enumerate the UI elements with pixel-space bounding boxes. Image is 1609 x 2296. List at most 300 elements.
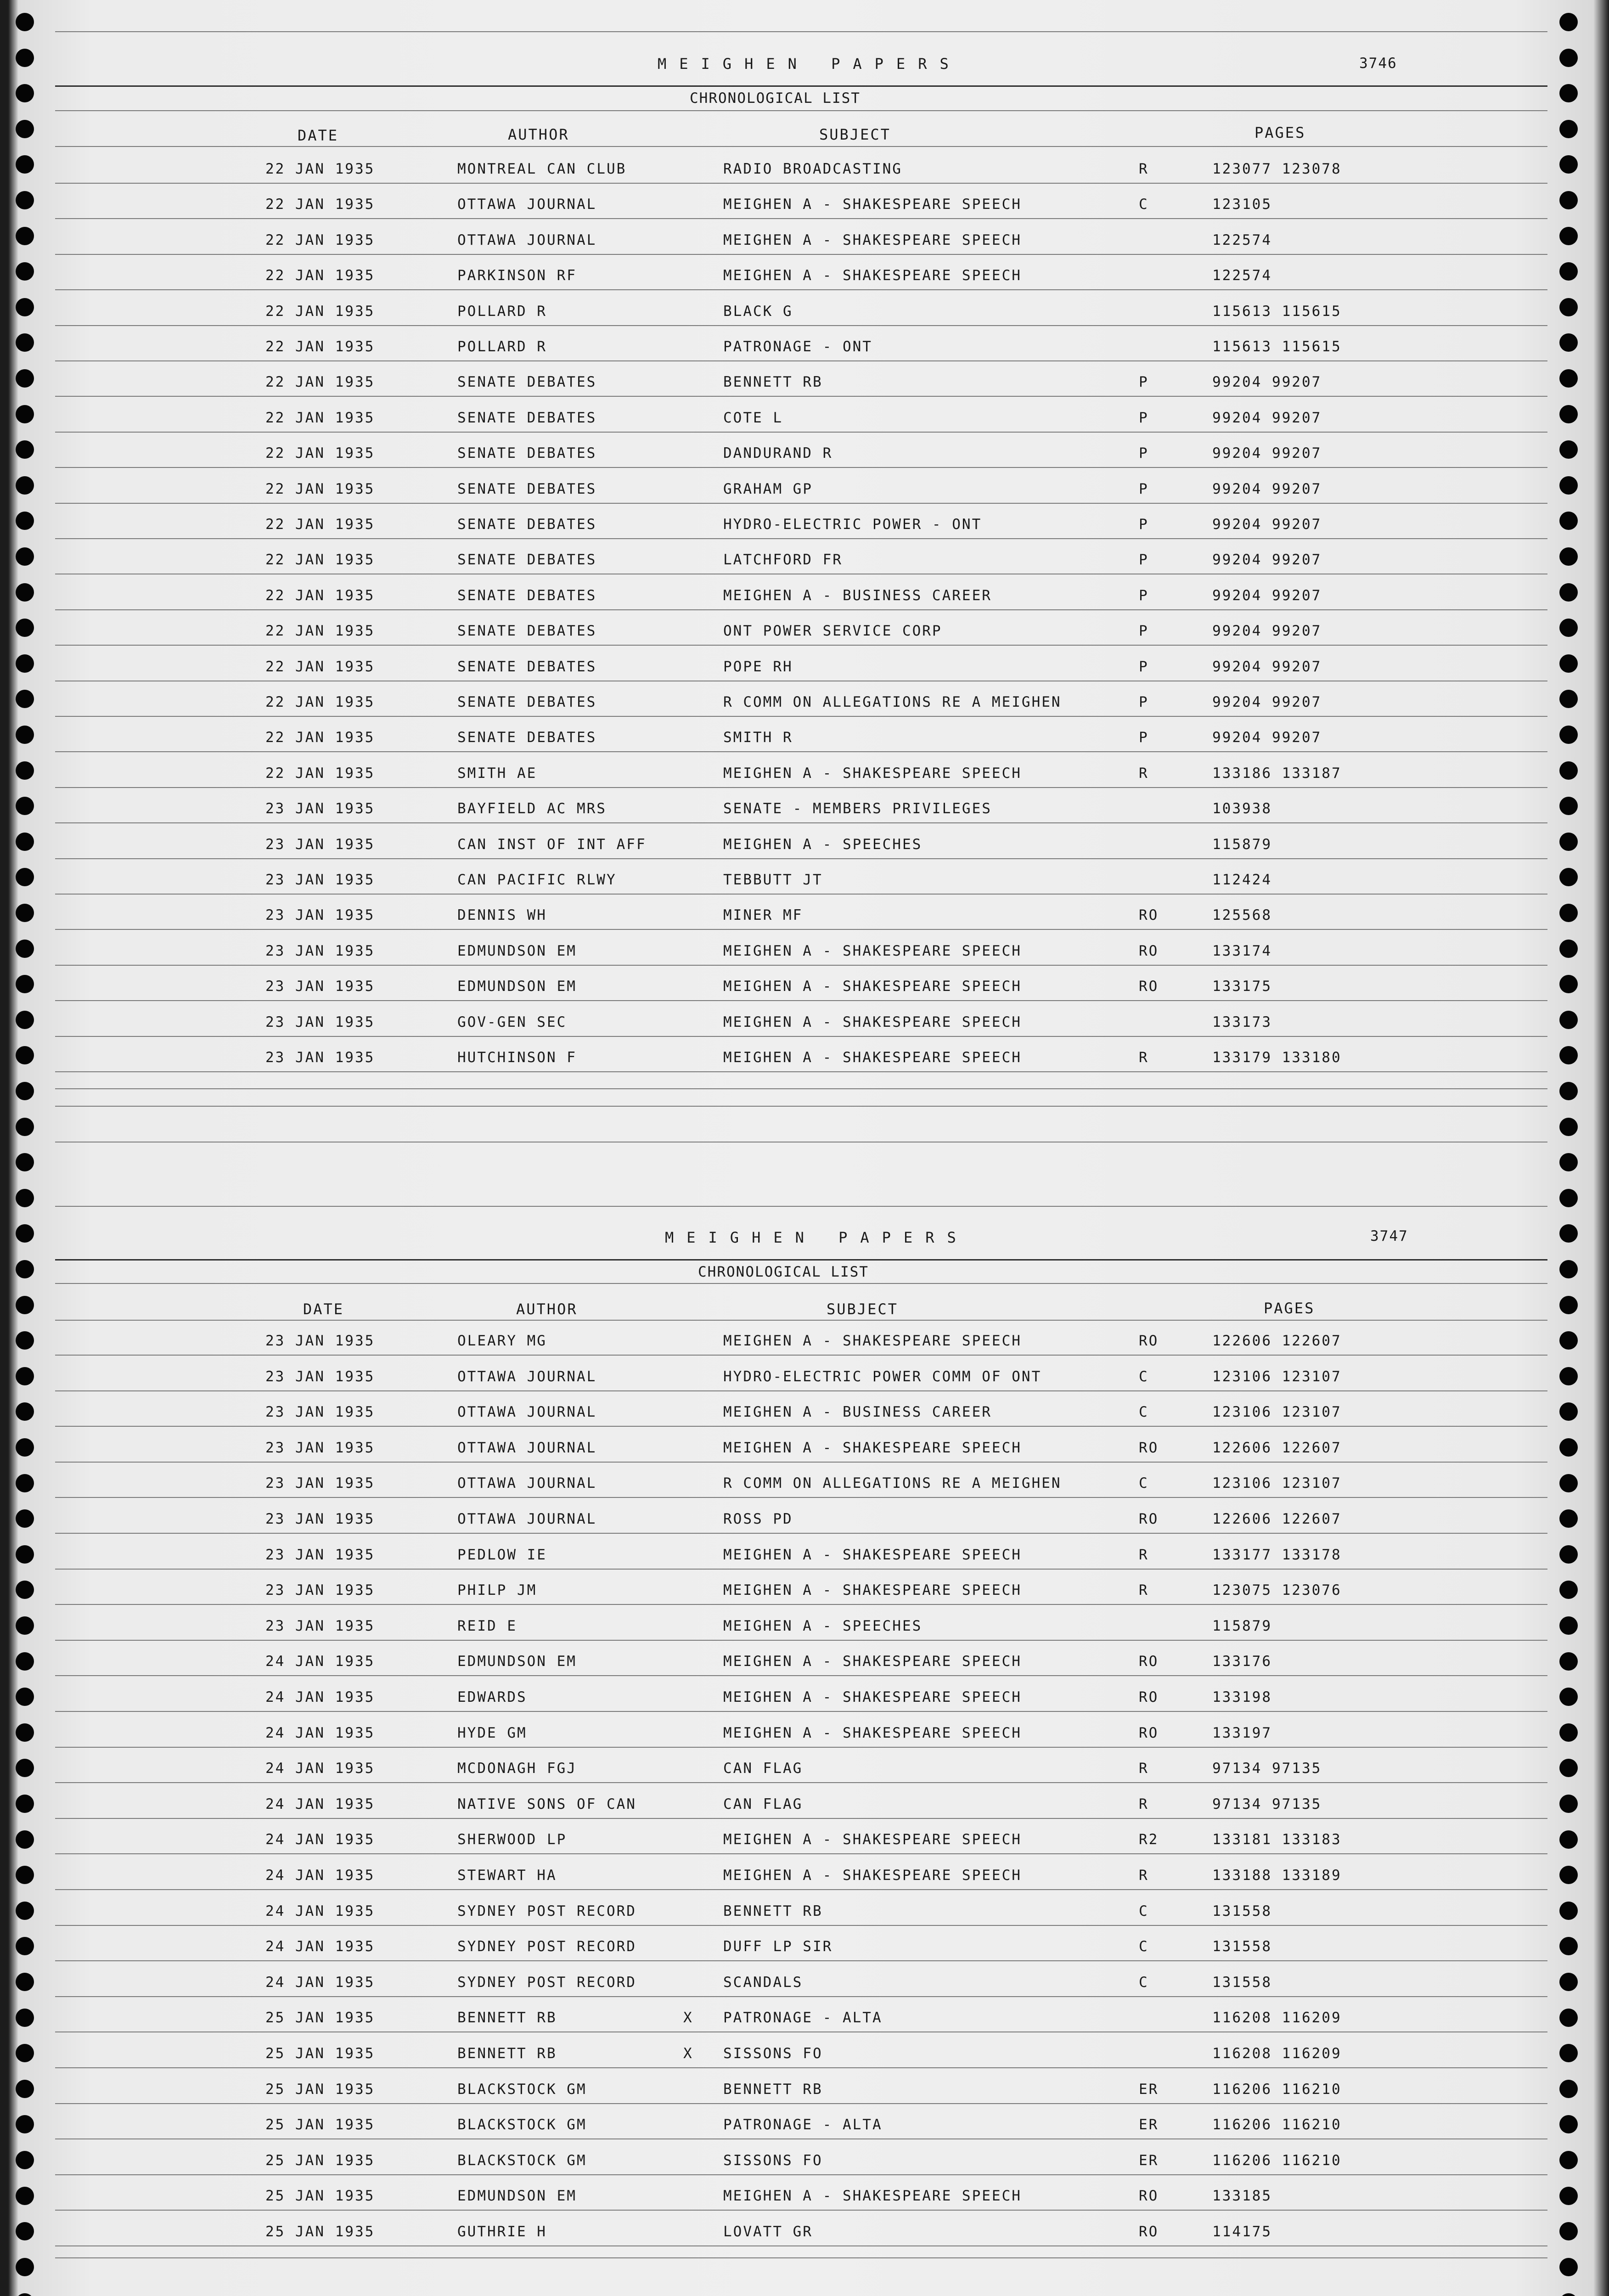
row-author: POLLARD R <box>457 303 547 320</box>
row-subject: MEIGHEN A - SHAKESPEARE SPEECH <box>723 978 1022 995</box>
row-subject: DANDURAND R <box>723 445 833 461</box>
row-date: 25 JAN 1935 <box>265 2081 375 2098</box>
divider <box>55 1283 1547 1284</box>
row-code: RO <box>1139 1689 1159 1705</box>
row-author: EDMUNDSON EM <box>457 978 577 995</box>
row-subject: ONT POWER SERVICE CORP <box>723 623 942 639</box>
table-row <box>0 1440 1609 1467</box>
row-pages: 115613 115615 <box>1212 303 1342 320</box>
row-subject: MINER MF <box>723 907 803 923</box>
row-date: 23 JAN 1935 <box>265 800 375 817</box>
row-author: SENATE DEBATES <box>457 445 597 461</box>
row-subject: MEIGHEN A - SHAKESPEARE SPEECH <box>723 2188 1022 2204</box>
row-author: BLACKSTOCK GM <box>457 2116 587 2133</box>
row-date: 23 JAN 1935 <box>265 1547 375 1563</box>
row-author: OTTAWA JOURNAL <box>457 1440 597 1456</box>
row-date: 22 JAN 1935 <box>265 161 375 177</box>
row-code: R <box>1139 1547 1149 1563</box>
row-pages: 123075 123076 <box>1212 1582 1342 1598</box>
row-date: 23 JAN 1935 <box>265 1404 375 1420</box>
row-code: R <box>1139 1867 1149 1884</box>
row-author: SYDNEY POST RECORD <box>457 1938 636 1955</box>
row-date: 25 JAN 1935 <box>265 2152 375 2169</box>
row-pages: 99204 99207 <box>1212 445 1322 461</box>
row-divider <box>55 1604 1547 1605</box>
row-author: SENATE DEBATES <box>457 410 597 426</box>
row-subject: RADIO BROADCASTING <box>723 161 902 177</box>
row-date: 22 JAN 1935 <box>265 410 375 426</box>
table-row <box>0 2116 1609 2144</box>
row-pages: 122606 122607 <box>1212 1333 1342 1349</box>
table-row <box>0 872 1609 899</box>
row-subject: LATCHFORD FR <box>723 551 843 568</box>
row-author: EDMUNDSON EM <box>457 1653 577 1670</box>
row-date: 24 JAN 1935 <box>265 1725 375 1741</box>
row-subject: PATRONAGE - ALTA <box>723 2116 883 2133</box>
row-subject: MEIGHEN A - SHAKESPEARE SPEECH <box>723 1831 1022 1848</box>
table-row <box>0 1831 1609 1859</box>
row-divider <box>55 1071 1547 1072</box>
row-author: SMITH AE <box>457 765 537 782</box>
row-date: 23 JAN 1935 <box>265 836 375 853</box>
row-pages: 123105 <box>1212 196 1272 213</box>
row-date: 22 JAN 1935 <box>265 338 375 355</box>
row-divider <box>55 1747 1547 1748</box>
row-author: PEDLOW IE <box>457 1547 547 1563</box>
row-divider <box>55 894 1547 895</box>
row-subject: PATRONAGE - ONT <box>723 338 872 355</box>
row-date: 23 JAN 1935 <box>265 872 375 888</box>
row-subject: SCANDALS <box>723 1974 803 1991</box>
row-date: 24 JAN 1935 <box>265 1653 375 1670</box>
row-divider <box>55 1996 1547 1997</box>
divider <box>55 146 1547 147</box>
row-divider <box>55 716 1547 717</box>
row-divider <box>55 1000 1547 1001</box>
row-code: R <box>1139 1049 1149 1066</box>
row-divider <box>55 2067 1547 2068</box>
row-author: SENATE DEBATES <box>457 551 597 568</box>
row-code: C <box>1139 196 1149 213</box>
row-x: X <box>683 2045 693 2062</box>
row-pages: 99204 99207 <box>1212 481 1322 497</box>
row-code: R <box>1139 765 1149 782</box>
row-divider <box>55 2210 1547 2211</box>
row-code: R <box>1139 161 1149 177</box>
table-row <box>0 1760 1609 1788</box>
row-subject: MEIGHEN A - SHAKESPEARE SPEECH <box>723 1689 1022 1705</box>
row-subject: DUFF LP SIR <box>723 1938 833 1955</box>
row-date: 24 JAN 1935 <box>265 1689 375 1705</box>
row-divider <box>55 432 1547 433</box>
row-divider <box>55 1782 1547 1783</box>
row-date: 22 JAN 1935 <box>265 445 375 461</box>
table-row <box>0 481 1609 508</box>
row-author: SENATE DEBATES <box>457 729 597 746</box>
row-divider <box>55 929 1547 930</box>
row-pages: 131558 <box>1212 1938 1272 1955</box>
row-subject: BENNETT RB <box>723 1903 823 1919</box>
table-row <box>0 907 1609 934</box>
row-date: 23 JAN 1935 <box>265 1440 375 1456</box>
row-subject: MEIGHEN A - SHAKESPEARE SPEECH <box>723 1867 1022 1884</box>
row-subject: MEIGHEN A - SHAKESPEARE SPEECH <box>723 1014 1022 1030</box>
row-date: 24 JAN 1935 <box>265 1796 375 1812</box>
row-pages: 99204 99207 <box>1212 410 1322 426</box>
row-date: 24 JAN 1935 <box>265 1938 375 1955</box>
table-row <box>0 2223 1609 2251</box>
column-header-date: DATE <box>303 1300 344 1318</box>
row-pages: 133198 <box>1212 1689 1272 1705</box>
row-author: EDWARDS <box>457 1689 527 1705</box>
row-code: ER <box>1139 2152 1159 2169</box>
row-pages: 133188 133189 <box>1212 1867 1342 1884</box>
divider <box>55 1320 1547 1321</box>
row-author: PHILP JM <box>457 1582 537 1598</box>
row-date: 22 JAN 1935 <box>265 694 375 710</box>
row-author: OTTAWA JOURNAL <box>457 1475 597 1491</box>
row-pages: 115879 <box>1212 1618 1272 1634</box>
row-pages: 133179 133180 <box>1212 1049 1342 1066</box>
row-code: P <box>1139 658 1149 675</box>
row-subject: MEIGHEN A - SHAKESPEARE SPEECH <box>723 232 1022 248</box>
row-pages: 122574 <box>1212 267 1272 284</box>
table-row <box>0 1014 1609 1041</box>
row-code: C <box>1139 1475 1149 1491</box>
row-author: GOV-GEN SEC <box>457 1014 567 1030</box>
row-author: SYDNEY POST RECORD <box>457 1974 636 1991</box>
divider <box>55 110 1547 111</box>
row-pages: 112424 <box>1212 872 1272 888</box>
row-code: C <box>1139 1938 1149 1955</box>
row-code: C <box>1139 1404 1149 1420</box>
row-code: RO <box>1139 1440 1159 1456</box>
row-divider <box>55 609 1547 610</box>
row-pages: 116208 116209 <box>1212 2045 1342 2062</box>
row-code: P <box>1139 729 1149 746</box>
row-author: CAN INST OF INT AFF <box>457 836 647 853</box>
row-date: 22 JAN 1935 <box>265 267 375 284</box>
row-subject: LOVATT GR <box>723 2223 813 2240</box>
page-number: 3746 <box>1359 55 1397 72</box>
row-subject: MEIGHEN A - SHAKESPEARE SPEECH <box>723 1333 1022 1349</box>
table-row <box>0 2009 1609 2037</box>
row-author: SENATE DEBATES <box>457 374 597 390</box>
row-code: RO <box>1139 1333 1159 1349</box>
row-code: P <box>1139 410 1149 426</box>
row-author: BLACKSTOCK GM <box>457 2152 587 2169</box>
row-code: RO <box>1139 1725 1159 1741</box>
row-pages: 99204 99207 <box>1212 623 1322 639</box>
table-row <box>0 800 1609 828</box>
row-pages: 116206 116210 <box>1212 2116 1342 2133</box>
row-code: P <box>1139 516 1149 533</box>
row-code: R <box>1139 1796 1149 1812</box>
row-author: DENNIS WH <box>457 907 547 923</box>
row-author: HYDE GM <box>457 1725 527 1741</box>
row-author: SENATE DEBATES <box>457 658 597 675</box>
row-date: 22 JAN 1935 <box>265 729 375 746</box>
row-author: OTTAWA JOURNAL <box>457 1368 597 1385</box>
row-code: P <box>1139 374 1149 390</box>
row-pages: 99204 99207 <box>1212 658 1322 675</box>
table-row <box>0 267 1609 295</box>
row-subject: MEIGHEN A - SHAKESPEARE SPEECH <box>723 267 1022 284</box>
column-header-pages: PAGES <box>1264 1300 1315 1317</box>
row-pages: 99204 99207 <box>1212 374 1322 390</box>
row-subject: PATRONAGE - ALTA <box>723 2009 883 2026</box>
row-subject: MEIGHEN A - SHAKESPEARE SPEECH <box>723 196 1022 213</box>
row-divider <box>55 858 1547 859</box>
row-pages: 103938 <box>1212 800 1272 817</box>
table-row <box>0 978 1609 1006</box>
row-author: OLEARY MG <box>457 1333 547 1349</box>
row-pages: 123106 123107 <box>1212 1368 1342 1385</box>
table-row <box>0 445 1609 473</box>
row-date: 24 JAN 1935 <box>265 1831 375 1848</box>
row-date: 22 JAN 1935 <box>265 623 375 639</box>
row-divider <box>55 1818 1547 1819</box>
row-pages: 116206 116210 <box>1212 2081 1342 2098</box>
table-row <box>0 1404 1609 1431</box>
row-code: RO <box>1139 1653 1159 1670</box>
row-date: 23 JAN 1935 <box>265 907 375 923</box>
table-row <box>0 694 1609 721</box>
row-subject: MEIGHEN A - SHAKESPEARE SPEECH <box>723 1440 1022 1456</box>
row-divider <box>55 396 1547 397</box>
table-row <box>0 374 1609 401</box>
row-subject: MEIGHEN A - SHAKESPEARE SPEECH <box>723 1653 1022 1670</box>
row-author: SENATE DEBATES <box>457 516 597 533</box>
row-pages: 123106 123107 <box>1212 1475 1342 1491</box>
table-row <box>0 1511 1609 1538</box>
row-divider <box>55 538 1547 539</box>
table-row <box>0 2188 1609 2215</box>
row-pages: 122574 <box>1212 232 1272 248</box>
row-subject: MEIGHEN A - SPEECHES <box>723 1618 923 1634</box>
row-pages: 114175 <box>1212 2223 1272 2240</box>
table-row <box>0 1475 1609 1503</box>
row-subject: BENNETT RB <box>723 2081 823 2098</box>
row-divider <box>55 1711 1547 1712</box>
row-pages: 116208 116209 <box>1212 2009 1342 2026</box>
row-author: GUTHRIE H <box>457 2223 547 2240</box>
row-code: R <box>1139 1760 1149 1777</box>
row-divider <box>55 254 1547 255</box>
row-date: 22 JAN 1935 <box>265 374 375 390</box>
row-code: RO <box>1139 907 1159 923</box>
row-divider <box>55 1036 1547 1037</box>
row-author: BAYFIELD AC MRS <box>457 800 607 817</box>
row-pages: 131558 <box>1212 1974 1272 1991</box>
row-pages: 99204 99207 <box>1212 516 1322 533</box>
row-pages: 122606 122607 <box>1212 1440 1342 1456</box>
row-code: P <box>1139 623 1149 639</box>
row-author: CAN PACIFIC RLWY <box>457 872 617 888</box>
row-author: SYDNEY POST RECORD <box>457 1903 636 1919</box>
table-row <box>0 943 1609 970</box>
table-row <box>0 587 1609 615</box>
column-header-author: AUTHOR <box>508 126 569 143</box>
row-date: 25 JAN 1935 <box>265 2116 375 2133</box>
row-subject: CAN FLAG <box>723 1796 803 1812</box>
row-code: P <box>1139 694 1149 710</box>
row-date: 23 JAN 1935 <box>265 1511 375 1527</box>
row-subject: MEIGHEN A - SHAKESPEARE SPEECH <box>723 1582 1022 1598</box>
row-divider <box>55 1569 1547 1570</box>
row-date: 25 JAN 1935 <box>265 2223 375 2240</box>
row-x: X <box>683 2009 693 2026</box>
table-row <box>0 1938 1609 1966</box>
row-date: 22 JAN 1935 <box>265 481 375 497</box>
row-author: NATIVE SONS OF CAN <box>457 1796 636 1812</box>
row-date: 25 JAN 1935 <box>265 2188 375 2204</box>
list-subtitle: CHRONOLOGICAL LIST <box>690 90 861 107</box>
row-pages: 133175 <box>1212 978 1272 995</box>
row-subject: MEIGHEN A - SHAKESPEARE SPEECH <box>723 1049 1022 1066</box>
row-divider <box>55 1960 1547 1961</box>
row-author: BENNETT RB <box>457 2009 557 2026</box>
row-author: HUTCHINSON F <box>457 1049 577 1066</box>
row-date: 24 JAN 1935 <box>265 1760 375 1777</box>
row-date: 22 JAN 1935 <box>265 765 375 782</box>
table-row <box>0 1333 1609 1360</box>
row-author: PARKINSON RF <box>457 267 577 284</box>
divider <box>55 1088 1547 1089</box>
row-divider <box>55 218 1547 219</box>
row-subject: BENNETT RB <box>723 374 823 390</box>
row-date: 22 JAN 1935 <box>265 658 375 675</box>
row-pages: 97134 97135 <box>1212 1796 1322 1812</box>
row-date: 22 JAN 1935 <box>265 551 375 568</box>
row-author: BLACKSTOCK GM <box>457 2081 587 2098</box>
row-code: P <box>1139 587 1149 604</box>
row-date: 24 JAN 1935 <box>265 1867 375 1884</box>
row-subject: TEBBUTT JT <box>723 872 823 888</box>
row-code: P <box>1139 481 1149 497</box>
row-divider <box>55 822 1547 823</box>
table-row <box>0 2152 1609 2180</box>
row-divider <box>55 1853 1547 1854</box>
row-author: EDMUNDSON EM <box>457 943 577 959</box>
row-code: RO <box>1139 2188 1159 2204</box>
table-row <box>0 1653 1609 1681</box>
divider <box>55 31 1547 32</box>
row-code: ER <box>1139 2116 1159 2133</box>
row-date: 23 JAN 1935 <box>265 1368 375 1385</box>
row-subject: HYDRO-ELECTRIC POWER COMM OF ONT <box>723 1368 1042 1385</box>
row-code: RO <box>1139 2223 1159 2240</box>
row-author: SHERWOOD LP <box>457 1831 567 1848</box>
row-subject: SENATE - MEMBERS PRIVILEGES <box>723 800 992 817</box>
table-row <box>0 658 1609 686</box>
row-subject: HYDRO-ELECTRIC POWER - ONT <box>723 516 982 533</box>
row-divider <box>55 965 1547 966</box>
row-pages: 99204 99207 <box>1212 587 1322 604</box>
table-row <box>0 1796 1609 1823</box>
table-row <box>0 1368 1609 1396</box>
row-pages: 133177 133178 <box>1212 1547 1342 1563</box>
divider <box>55 1259 1547 1261</box>
row-author: STEWART HA <box>457 1867 557 1884</box>
table-row <box>0 1049 1609 1077</box>
table-row <box>0 516 1609 544</box>
row-author: OTTAWA JOURNAL <box>457 1404 597 1420</box>
row-pages: 115613 115615 <box>1212 338 1342 355</box>
row-subject: COTE L <box>723 410 783 426</box>
table-row <box>0 196 1609 224</box>
row-divider <box>55 467 1547 468</box>
row-subject: MEIGHEN A - SHAKESPEARE SPEECH <box>723 943 1022 959</box>
table-row <box>0 410 1609 437</box>
column-header-subject: SUBJECT <box>819 126 891 143</box>
row-date: 22 JAN 1935 <box>265 196 375 213</box>
row-subject: SISSONS FO <box>723 2045 823 2062</box>
table-row <box>0 2045 1609 2073</box>
divider <box>55 85 1547 87</box>
row-date: 23 JAN 1935 <box>265 1049 375 1066</box>
row-divider <box>55 1675 1547 1676</box>
column-header-author: AUTHOR <box>516 1300 578 1318</box>
row-date: 22 JAN 1935 <box>265 232 375 248</box>
row-code: R2 <box>1139 1831 1159 1848</box>
row-author: POLLARD R <box>457 338 547 355</box>
row-pages: 115879 <box>1212 836 1272 853</box>
row-code: P <box>1139 445 1149 461</box>
row-divider <box>55 2245 1547 2246</box>
divider <box>55 2257 1547 2258</box>
row-code: C <box>1139 1368 1149 1385</box>
row-subject: GRAHAM GP <box>723 481 813 497</box>
row-date: 23 JAN 1935 <box>265 1014 375 1030</box>
row-divider <box>55 1390 1547 1391</box>
row-code: C <box>1139 1974 1149 1991</box>
row-author: MCDONAGH FGJ <box>457 1760 577 1777</box>
row-code: C <box>1139 1903 1149 1919</box>
row-code: RO <box>1139 978 1159 995</box>
list-subtitle: CHRONOLOGICAL LIST <box>698 1264 869 1280</box>
table-row <box>0 623 1609 650</box>
row-author: SENATE DEBATES <box>457 481 597 497</box>
row-code: RO <box>1139 943 1159 959</box>
table-row <box>0 232 1609 259</box>
table-row <box>0 303 1609 331</box>
row-subject: SMITH R <box>723 729 793 746</box>
row-subject: R COMM ON ALLEGATIONS RE A MEIGHEN <box>723 1475 1062 1491</box>
row-subject: MEIGHEN A - SHAKESPEARE SPEECH <box>723 1725 1022 1741</box>
row-divider <box>55 645 1547 646</box>
row-divider <box>55 2103 1547 2104</box>
row-pages: 116206 116210 <box>1212 2152 1342 2169</box>
table-row <box>0 1618 1609 1645</box>
row-code: RO <box>1139 1511 1159 1527</box>
row-date: 25 JAN 1935 <box>265 2045 375 2062</box>
row-author: OTTAWA JOURNAL <box>457 1511 597 1527</box>
row-divider <box>55 1462 1547 1463</box>
row-pages: 99204 99207 <box>1212 551 1322 568</box>
row-subject: MEIGHEN A - SHAKESPEARE SPEECH <box>723 1547 1022 1563</box>
row-divider <box>55 751 1547 752</box>
table-row <box>0 551 1609 579</box>
row-author: BENNETT RB <box>457 2045 557 2062</box>
row-code: ER <box>1139 2081 1159 2098</box>
row-pages: 133186 133187 <box>1212 765 1342 782</box>
row-author: REID E <box>457 1618 517 1634</box>
table-row <box>0 1689 1609 1716</box>
table-row <box>0 1903 1609 1930</box>
row-date: 23 JAN 1935 <box>265 1618 375 1634</box>
row-divider <box>55 1533 1547 1534</box>
